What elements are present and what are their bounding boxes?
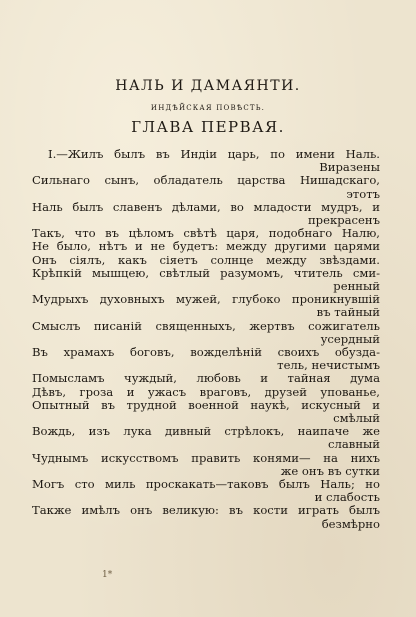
verse-line: же онъ въ сутки (280, 464, 380, 478)
verse-line: Мудрыхъ духовныхъ мужей, глубоко проникнувшiй (32, 293, 380, 307)
verse-line: Также имѣлъ онъ великую: въ кости играть былъ (32, 504, 380, 518)
verse-line: ренный (333, 280, 380, 294)
signature-mark: 1* (102, 570, 113, 580)
verse-line: усердный (320, 332, 380, 346)
verse-line: Смыслъ писанiй священныхъ, жертвъ сожигатель (32, 319, 380, 333)
verse-line: Чуднымъ искусствомъ править конями— на нихъ (32, 451, 380, 465)
verse-line: Такъ, что въ цѣломъ свѣтѣ царя, подобнаго Налю, (32, 227, 380, 241)
verse-line: Сильнаго сынъ, обладатель царства Нишадскаго, (32, 174, 380, 188)
chapter-heading: ГЛАВА ПЕРВАЯ. (131, 118, 285, 136)
verse-line: I.—Жилъ былъ въ Индiи царь, по имени Наль. (48, 148, 380, 161)
verse-body (32, 148, 380, 531)
verse-line: Вождь, изъ лука дивный стрѣлокъ, наипаче же (32, 425, 380, 439)
verse-line: Дѣвъ, гроза и ужасъ враговъ, друзей упованье, (32, 385, 380, 399)
verse-line: Въ храмахъ боговъ, вожделѣнiй своихъ обузда- (32, 346, 380, 360)
verse-line: Наль былъ славенъ дѣлами, во младости мудръ, и (32, 200, 380, 214)
verse-line: Опытный въ трудной военной наукѣ, искусный и (32, 398, 380, 412)
verse-line: и слабость (314, 491, 380, 505)
verse-line: Помысламъ чуждый, любовь и тайная дума (32, 372, 380, 386)
verse-line: Онъ сiялъ, какъ сiяетъ солнце между звѣздами. (32, 253, 380, 267)
story-subtitle: ИНДѢЙСКАЯ ПОВѢСТЬ. (150, 104, 266, 112)
verse-line: смѣлый (333, 412, 380, 426)
story-title: НАЛЬ И ДАМАЯНТИ. (115, 78, 301, 94)
verse-line: Виразены (319, 161, 380, 175)
verse-line: въ тайный (316, 306, 380, 320)
verse-line: безмѣрно (321, 517, 380, 531)
verse-line: тель, нечистымъ (277, 359, 380, 373)
verse-line: Могъ сто миль проскакать—таковъ былъ Наль; но (32, 478, 380, 492)
verse-line: этотъ (346, 187, 380, 201)
verse-line: славный (328, 438, 380, 452)
verse-line: прекрасенъ (307, 214, 380, 228)
verse-line: Крѣпкiй мышцею, свѣтлый разумомъ, чтитель сми- (32, 266, 380, 280)
verse-line: Не было, нѣтъ и не будетъ: между другими царями (32, 240, 380, 254)
